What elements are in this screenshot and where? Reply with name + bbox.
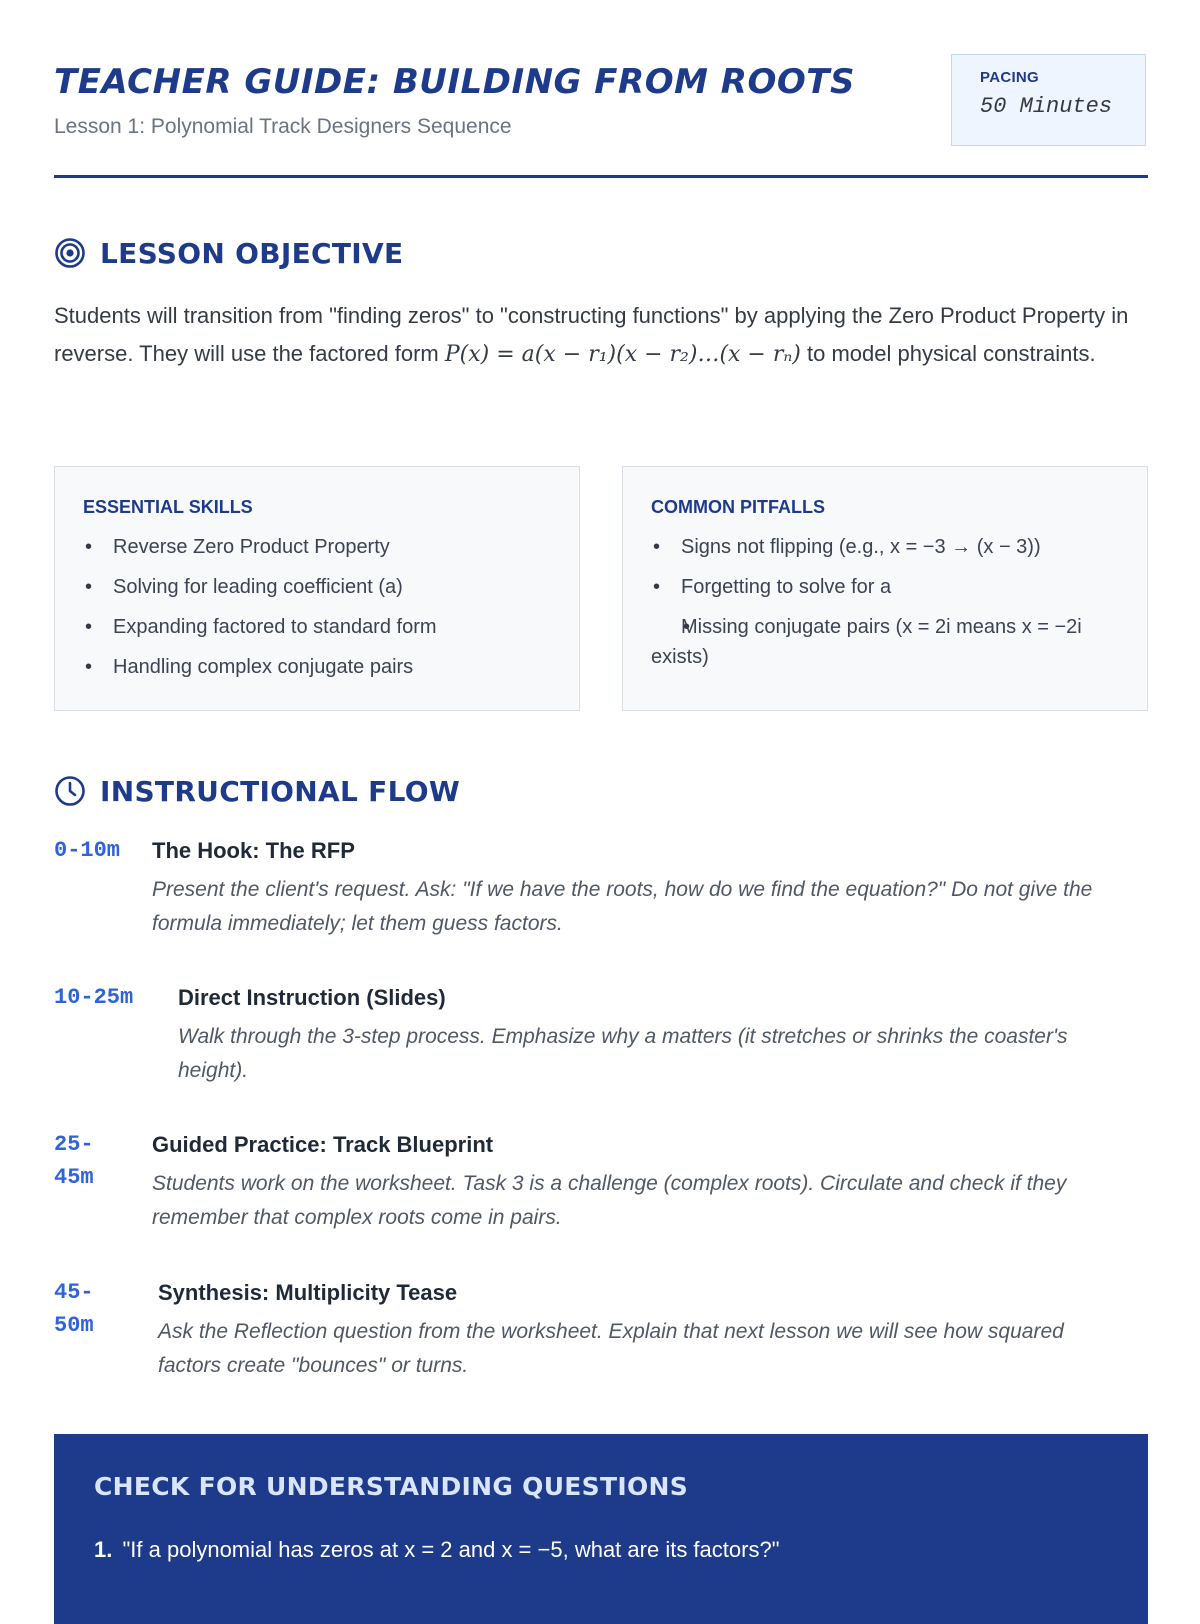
flow-step-body bbox=[152, 834, 1152, 941]
skill-item: • Expanding factored to standard form bbox=[83, 612, 553, 642]
pitfall-item: • Signs not flipping (e.g., x = −3 → (x − 3)) bbox=[651, 532, 1121, 562]
essential-skills-list bbox=[83, 532, 553, 682]
flow-title: INSTRUCTIONAL FLOW bbox=[100, 774, 461, 808]
check-question bbox=[94, 1537, 1148, 1563]
question-number: 1. bbox=[94, 1537, 113, 1562]
objective-text-end: to model physical constraints. bbox=[800, 341, 1096, 366]
flow-time: 10-25m bbox=[54, 985, 134, 1010]
flow-heading bbox=[54, 772, 460, 810]
flow-step-description: Ask the Reflection question from the worksheet. Explain that next lesson we will see how squared factors create "bounces" or turns. bbox=[158, 1320, 1064, 1377]
flow-step-body bbox=[152, 1128, 1152, 1235]
pacing-value: 50 Minutes bbox=[980, 94, 1113, 119]
skill-item: • Reverse Zero Product Property bbox=[83, 532, 553, 562]
flow-step-body bbox=[158, 1276, 1118, 1383]
essential-skills-title: ESSENTIAL SKILLS bbox=[83, 497, 253, 517]
objective-title: LESSON OBJECTIVE bbox=[100, 236, 404, 270]
pitfall-item: • Forgetting to solve for a bbox=[651, 572, 1121, 602]
common-pitfalls-title: COMMON PITFALLS bbox=[651, 497, 825, 517]
flow-time: 25- 45m bbox=[54, 1132, 94, 1190]
page-subtitle: Lesson 1: Polynomial Track Designers Sequence bbox=[54, 115, 512, 138]
flow-step-description: Students work on the worksheet. Task 3 is a challenge (complex roots). Circulate and check if they remember that complex roots come in pairs. bbox=[152, 1172, 1067, 1229]
pacing-label: PACING bbox=[980, 69, 1040, 86]
flow-step-description: Present the client's request. Ask: "If we have the roots, how do we find the equation?" Do not give the formula immediately; let them guess factors. bbox=[152, 878, 1093, 935]
objective-heading bbox=[54, 234, 403, 272]
flow-time: 0-10m bbox=[54, 838, 121, 863]
clock-icon bbox=[54, 775, 86, 807]
flow-step-title: Direct Instruction (Slides) bbox=[178, 985, 446, 1010]
common-pitfalls-card bbox=[622, 466, 1148, 711]
question-text: "If a polynomial has zeros at x = 2 and x = −5, what are its factors?" bbox=[122, 1537, 780, 1562]
flow-step-title: The Hook: The RFP bbox=[152, 838, 355, 863]
pitfall-item: • Missing conjugate pairs (x = 2i means x = −2i exists) bbox=[651, 612, 1121, 672]
pacing-box bbox=[951, 54, 1146, 146]
essential-skills-card bbox=[54, 466, 580, 711]
flow-step-title: Synthesis: Multiplicity Tease bbox=[158, 1280, 458, 1305]
objective-text-start: Students will transition from "finding zeros" to "constructing functions" by applying the Zero Product Property in reverse. They will use the factored form bbox=[54, 303, 1129, 366]
flow-step-description: Walk through the 3-step process. Emphasize why a matters (it stretches or shrinks the coaster's height). bbox=[178, 1025, 1068, 1082]
skill-item: • Handling complex conjugate pairs bbox=[83, 652, 553, 682]
check-for-understanding-panel bbox=[54, 1434, 1148, 1624]
common-pitfalls-list bbox=[651, 532, 1121, 672]
header-divider bbox=[54, 175, 1148, 178]
page-title: TEACHER GUIDE: BUILDING FROM ROOTS bbox=[54, 62, 855, 102]
target-icon bbox=[54, 237, 86, 269]
factored-form-formula: P(x) = a(x − r₁)(x − r₂)…(x − rₙ) bbox=[444, 342, 801, 367]
skill-item: • Solving for leading coefficient (a) bbox=[83, 572, 553, 602]
flow-time: 45- 50m bbox=[54, 1280, 94, 1338]
check-title: CHECK FOR UNDERSTANDING QUESTIONS bbox=[94, 1472, 689, 1501]
flow-step-body bbox=[178, 981, 1128, 1088]
flow-step-title: Guided Practice: Track Blueprint bbox=[152, 1132, 494, 1157]
objective-text bbox=[54, 297, 1148, 374]
